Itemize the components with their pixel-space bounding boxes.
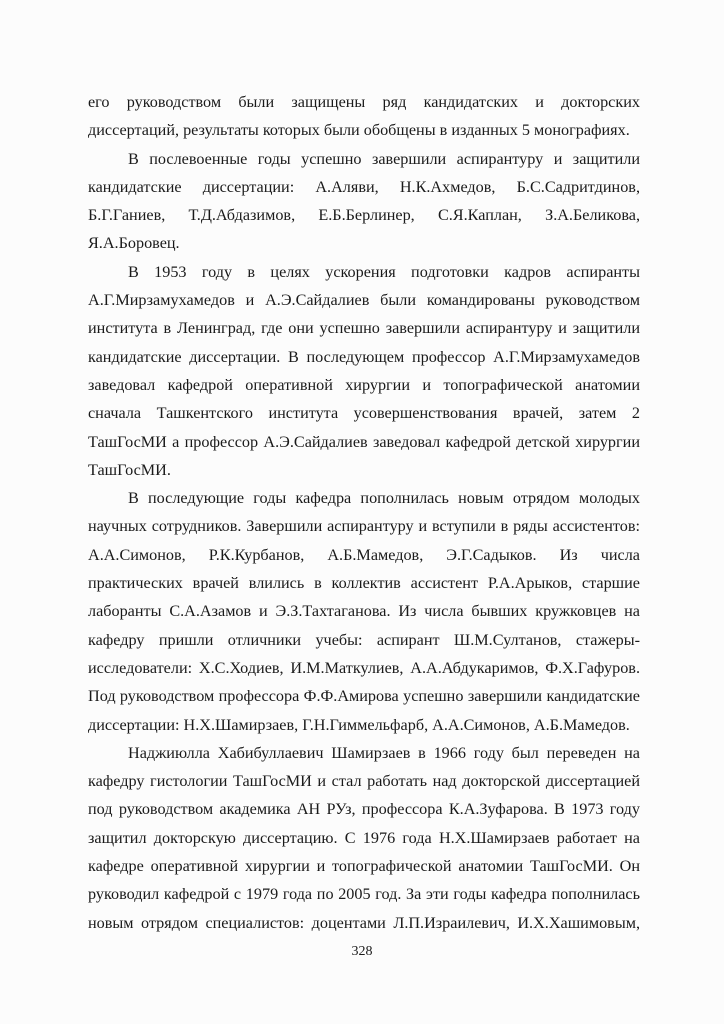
text-line: Б.Г.Ганиев, Т.Д.Абдазимов, Е.Б.Берлинер, С.Я.Каплан, З.А.Беликова, bbox=[88, 206, 640, 225]
text-line: диссертации: Н.Х.Шамирзаев, Г.Н.Гиммельфарб, А.А.Симонов, А.Б.Мамедов. bbox=[88, 715, 630, 734]
text-line: А.А.Симонов, Р.К.Курбанов, А.Б.Мамедов, Э.Г.Садыков. Из числа bbox=[88, 545, 640, 564]
text-line: кандидатские диссертации: А.Аляви, Н.К.Ахмедов, Б.С.Садритдинов, bbox=[88, 177, 640, 196]
text-line: руководил кафедрой с 1979 года по 2005 год. За эти годы кафедра пополнилась bbox=[88, 885, 640, 904]
text-line: кафедру пришли отличники учебы: аспирант Ш.М.Султанов, стажеры- bbox=[88, 630, 640, 649]
text-line: Под руководством профессора Ф.Ф.Амирова успешно завершили кандидатские bbox=[88, 687, 640, 706]
text-line: В 1953 году в целях ускорения подготовки кадров аспиранты bbox=[128, 262, 640, 281]
text-line: Я.А.Боровец. bbox=[88, 234, 180, 253]
text-line: защитил докторскую диссертацию. С 1976 года Н.Х.Шамирзаев работает на bbox=[88, 828, 640, 847]
text-line: Наджиюлла Хабибуллаевич Шамирзаев в 1966 году был переведен на bbox=[128, 743, 640, 762]
text-line: сначала Ташкентского института усовершенствования врачей, затем 2 bbox=[88, 404, 640, 423]
text-line: исследователи: Х.С.Ходиев, И.М.Маткулиев, А.А.Абдукаримов, Ф.Х.Гафуров. bbox=[88, 658, 640, 677]
body-text bbox=[88, 88, 640, 937]
text-line: кафедру гистологии ТашГосМИ и стал работать над докторской диссертацией bbox=[88, 772, 640, 791]
text-line: заведовал кафедрой оперативной хирургии и топографической анатомии bbox=[88, 375, 640, 394]
text-line: научных сотрудников. Завершили аспирантуру и вступили в ряды ассистентов: bbox=[88, 517, 640, 536]
text-line: В послевоенные годы успешно завершили аспирантуру и защитили bbox=[128, 149, 640, 168]
text-line: его руководством были защищены ряд кандидатских и докторских bbox=[88, 93, 640, 111]
text-line: кафедре оперативной хирургии и топографической анатомии ТашГосМИ. Он bbox=[88, 857, 640, 876]
text-line: под руководством академика АН РУз, профессора К.А.Зуфарова. В 1973 году bbox=[88, 800, 640, 819]
text-line: института в Ленинград, где они успешно завершили аспирантуру и защитили bbox=[88, 319, 640, 338]
text-line: В последующие годы кафедра пополнилась новым отрядом молодых bbox=[128, 489, 640, 508]
text-line: кандидатские диссертации. В последующем профессор А.Г.Мирзамухамедов bbox=[88, 347, 640, 366]
text-line: новым отрядом специалистов: доцентами Л.П.Израилевич, И.Х.Хашимовым, bbox=[88, 913, 640, 932]
text-line: А.Г.Мирзамухамедов и А.Э.Сайдалиев были командированы руководством bbox=[88, 291, 640, 310]
text-line: диссертаций, результаты которых были обобщены в изданных 5 монографиях. bbox=[88, 121, 630, 140]
text-line: лаборанты С.А.Азамов и Э.З.Тахтаганова. Из числа бывших кружковцев на bbox=[88, 602, 640, 621]
page-number: 328 bbox=[351, 944, 373, 959]
text-line: ТашГосМИ а профессор А.Э.Сайдалиев заведовал кафедрой детской хирургии bbox=[88, 432, 640, 451]
text-line: практических врачей влились в коллектив ассистент Р.А.Арыков, старшие bbox=[88, 574, 640, 593]
text-line: ТашГосМИ. bbox=[88, 460, 171, 479]
